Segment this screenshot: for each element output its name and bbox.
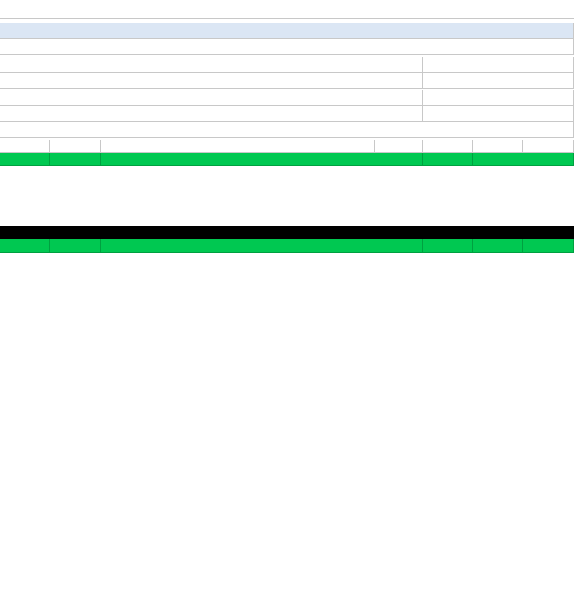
section-separator	[0, 226, 574, 239]
ceremonial-time	[423, 153, 473, 166]
col-location	[101, 140, 375, 153]
race-officials-row	[0, 73, 574, 89]
ceremonial-location	[101, 153, 423, 166]
stage-date	[0, 39, 574, 55]
race-time-42	[473, 239, 523, 253]
race-km	[0, 239, 50, 253]
col-km	[0, 140, 50, 153]
col-36km	[423, 140, 473, 153]
assembly-row	[0, 90, 574, 106]
race-officials-label	[0, 73, 423, 89]
ceremonial-start-time	[423, 106, 574, 122]
table-header	[0, 140, 574, 153]
riders-sign-on-row	[0, 57, 574, 73]
ceremonial-distance	[0, 122, 574, 138]
col-mls	[50, 140, 101, 153]
col-48km	[523, 140, 574, 153]
riders-sign-on-time	[423, 57, 574, 73]
col-road	[375, 140, 423, 153]
race-mls	[50, 239, 101, 253]
ceremonial-distance-row	[0, 122, 574, 138]
race-time-48	[523, 239, 574, 253]
ceremonial-section-header	[0, 153, 574, 166]
riders-sign-on-label	[0, 57, 423, 73]
ceremonial-empty	[473, 153, 574, 166]
assembly-time	[423, 90, 574, 106]
stage-date-row	[0, 39, 574, 55]
ceremonial-start-label	[0, 106, 423, 122]
ceremonial-km	[0, 153, 50, 166]
race-officials-time	[423, 73, 574, 89]
race-section-header	[0, 239, 574, 253]
race-location	[101, 239, 423, 253]
ceremonial-mls	[50, 153, 101, 166]
assembly-label	[0, 90, 423, 106]
stage-title	[0, 3, 574, 19]
stage-title-row	[0, 3, 574, 19]
stage-route-row	[0, 23, 574, 39]
separator-bar	[0, 226, 574, 239]
race-time-36	[423, 239, 473, 253]
stage-route	[0, 23, 574, 39]
col-42km	[473, 140, 523, 153]
ceremonial-start-row	[0, 106, 574, 122]
